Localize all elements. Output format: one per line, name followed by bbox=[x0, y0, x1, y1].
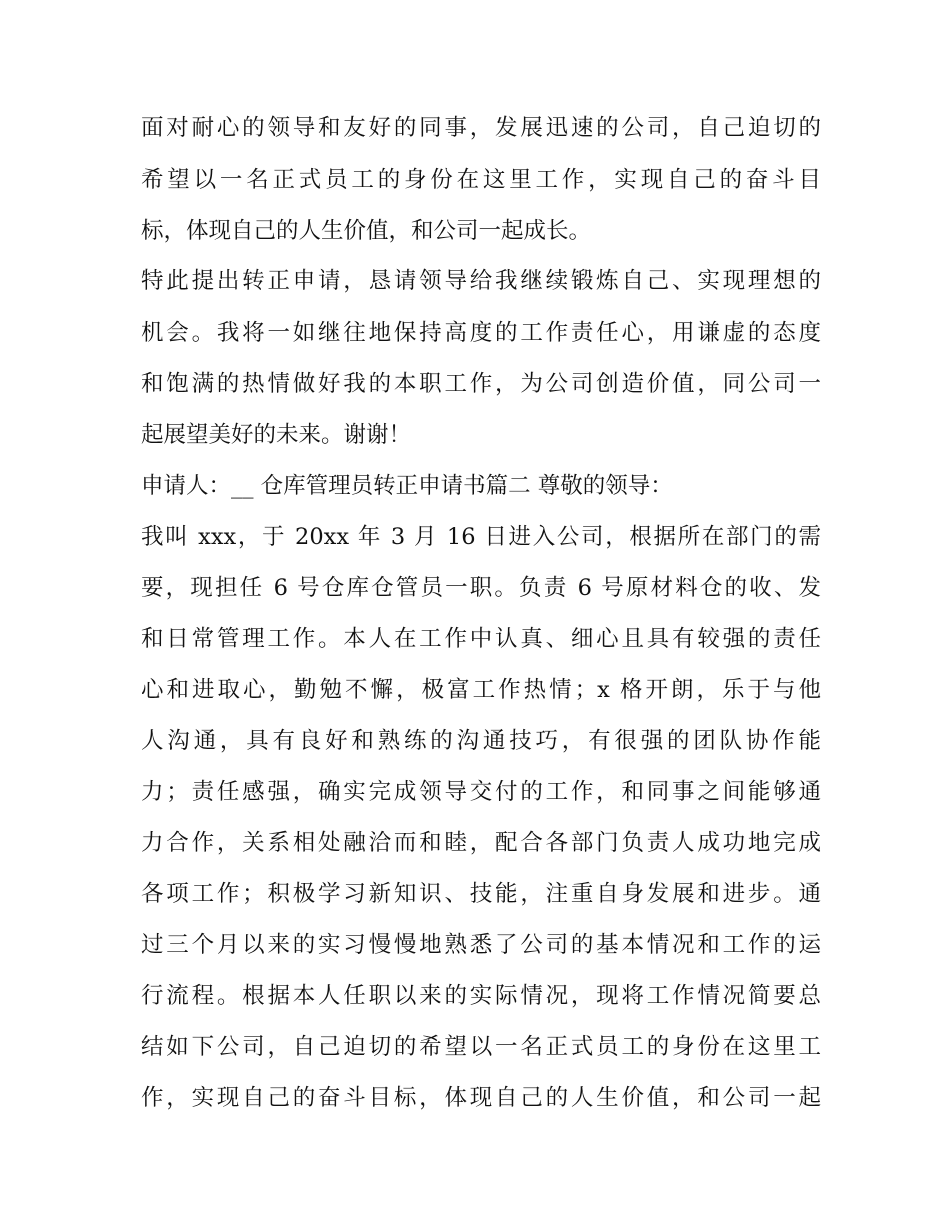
text-line: 希望以一名正式员工的身份在这里工作，实现自己的奋斗目 bbox=[141, 167, 821, 193]
text-line: 心和进取心，勤勉不懈，极富工作热情；x 格开朗，乐于与他 bbox=[141, 677, 821, 703]
text-line: 人沟通，具有良好和熟练的沟通技巧，有很强的团队协作能 bbox=[141, 728, 821, 754]
text-line: 各项工作；积极学习新知识、技能，注重自身发展和进步。通 bbox=[141, 881, 821, 907]
text-line: 结如下公司，自己迫切的希望以一名正式员工的身份在这里工 bbox=[141, 1034, 821, 1060]
text-line: 行流程。根据本人任职以来的实际情况，现将工作情况简要总 bbox=[141, 983, 821, 1009]
text-line: 作，实现自己的奋斗目标，体现自己的人生价值，和公司一起 bbox=[141, 1085, 821, 1111]
text-line: 我叫 xxx，于 20xx 年 3 月 16 日进入公司，根据所在部门的需 bbox=[141, 524, 821, 550]
text-line: 起展望美好的未来。谢谢！ bbox=[141, 422, 412, 448]
text-line: 和饱满的热情做好我的本职工作，为公司创造价值，同公司一 bbox=[141, 371, 821, 397]
text-line: 要，现担任 6 号仓库仓管员一职。负责 6 号原材料仓的收、发 bbox=[141, 575, 821, 601]
text-line: 过三个月以来的实习慢慢地熟悉了公司的基本情况和工作的运 bbox=[141, 932, 821, 958]
text-line: 和日常管理工作。本人在工作中认真、细心且具有较强的责任 bbox=[141, 626, 821, 652]
text-line: 力；责任感强，确实完成领导交付的工作，和同事之间能够通 bbox=[141, 779, 821, 805]
text-line: 标，体现自己的人生价值，和公司一起成长。 bbox=[141, 218, 592, 244]
text-line: 机会。我将一如继往地保持高度的工作责任心，用谦虚的态度 bbox=[141, 320, 821, 346]
text-line: 特此提出转正申请，恳请领导给我继续锻炼自己、实现理想的 bbox=[141, 268, 821, 294]
text-line: 力合作，关系相处融洽而和睦，配合各部门负责人成功地完成 bbox=[141, 830, 821, 856]
text-line: 面对耐心的领导和友好的同事，发展迅速的公司，自己迫切的 bbox=[141, 115, 821, 141]
text-line: 申请人：__ 仓库管理员转正申请书篇二 尊敬的领导： bbox=[141, 473, 673, 499]
